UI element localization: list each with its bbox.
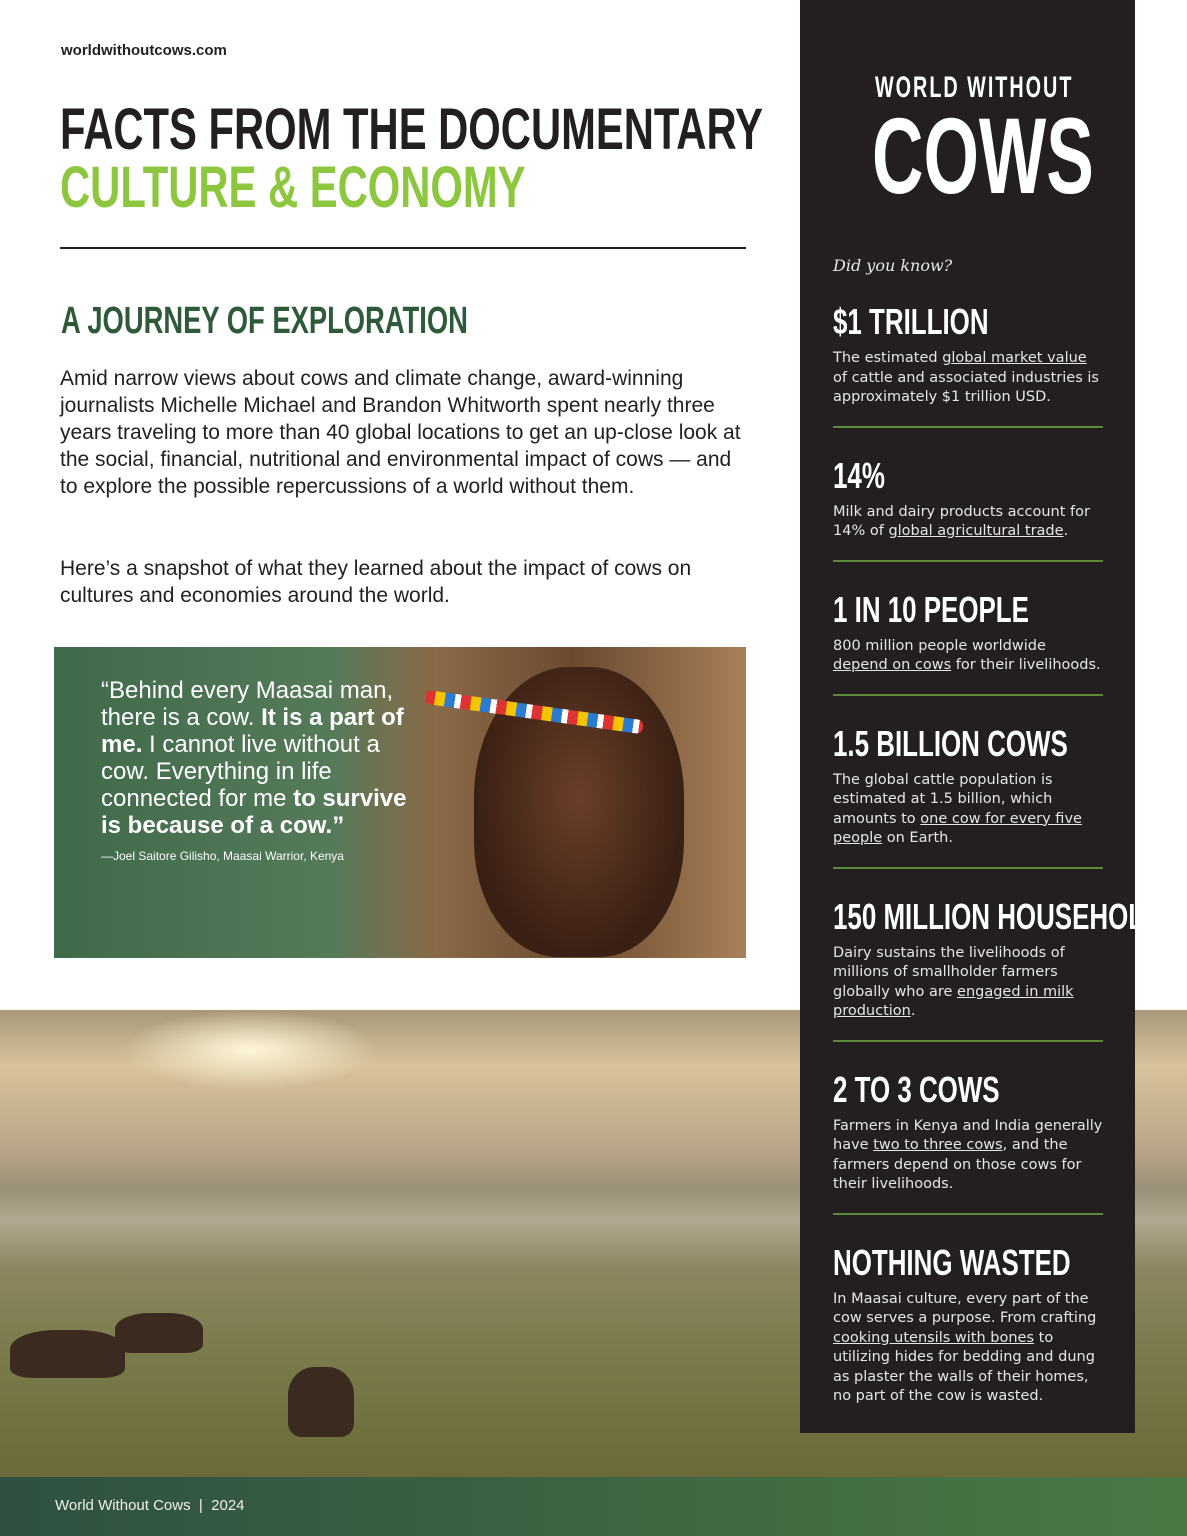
fact-text: on Earth. xyxy=(882,830,953,846)
fact-title: $1 TRILLION xyxy=(833,301,989,342)
fact-text: for their livelihoods. xyxy=(951,657,1101,673)
fact-body xyxy=(833,349,1103,408)
fact-item xyxy=(833,722,1103,869)
fact-text: Farmers in Kenya and India generally have xyxy=(833,1117,1103,1153)
fact-text: Milk and dairy products account for 14% of xyxy=(833,503,1090,539)
page-title: FACTS FROM THE DOCUMENTARY xyxy=(60,97,763,162)
fact-text: The estimated xyxy=(833,350,943,366)
facts-list xyxy=(833,300,1181,1451)
fact-text: Dairy sustains the livelihoods of millions of smallholder farmers globally who are xyxy=(833,944,1065,1000)
page-subtitle: CULTURE & ECONOMY xyxy=(60,155,526,220)
fact-item xyxy=(833,300,1103,428)
snapshot-paragraph: Here’s a snapshot of what they learned about the impact of cows on cultures and economies around the world. xyxy=(60,557,692,607)
source-link[interactable]: one cow for every five people xyxy=(833,810,1082,846)
quote-attribution: —Joel Saitore Gilisho, Maasai Warrior, Kenya xyxy=(101,849,344,863)
fact-item xyxy=(833,454,1103,562)
intro-paragraph: Amid narrow views about cows and climate change, award-winning journalists Michelle Michael and Brandon Whitworth spent nearly three years traveling to more than 40 global locations to get an up-close look at the social, financial, nutritional and environmental impact of cows — and to explore the possible repercussions of a world without them. xyxy=(60,367,741,498)
did-you-know-sidebar xyxy=(800,0,1181,1433)
footer xyxy=(0,1477,1187,1536)
fact-body xyxy=(833,771,1103,849)
fact-title: 2 TO 3 COWS xyxy=(833,1068,1000,1110)
divider xyxy=(60,247,746,249)
fact-body xyxy=(833,637,1103,676)
fact-text: The global cattle population is estimated at 1.5 billion, which amounts to xyxy=(833,771,1053,827)
logo-main: COWS xyxy=(872,95,1094,216)
logo xyxy=(872,70,1187,216)
fact-title: 150 MILLION HOUSEHOLDS xyxy=(833,895,1181,937)
fact-item xyxy=(833,1241,1103,1425)
fact-text: In Maasai culture, every part of the cow serves a purpose. From crafting xyxy=(833,1290,1097,1326)
fact-item xyxy=(833,588,1103,696)
fact-body xyxy=(833,1290,1103,1407)
fact-text: to utilizing hides for bedding and dung as plaster the walls of their homes, no part of the cow is wasted. xyxy=(833,1329,1095,1404)
fact-text: of cattle and associated industries is approximately $1 trillion USD. xyxy=(833,369,1099,405)
source-link[interactable]: depend on cows xyxy=(833,657,952,673)
source-link[interactable]: two to three cows xyxy=(873,1137,1003,1153)
fact-body xyxy=(833,1117,1103,1195)
quote-segment: I cannot live without a cow. Everything in life connected for me xyxy=(101,731,380,812)
cow-silhouette xyxy=(288,1367,354,1437)
fact-title: 1.5 BILLION COWS xyxy=(833,722,1068,764)
logo-top: WORLD WITHOUT xyxy=(875,71,1074,104)
fact-item xyxy=(833,895,1181,1042)
fact-title: 1 IN 10 PEOPLE xyxy=(833,588,1029,630)
quote-segment: “Behind every Maasai man, there is a cow. xyxy=(101,677,394,731)
fact-body xyxy=(833,503,1103,542)
fact-body xyxy=(833,944,1103,1022)
fact-text: , and the farmers depend on those cows for their livelihoods. xyxy=(833,1137,1082,1192)
cow-silhouette xyxy=(115,1313,203,1353)
footer-text: World Without Cows | 2024 xyxy=(55,1497,245,1514)
section-heading: A JOURNEY OF EXPLORATION xyxy=(61,300,468,342)
source-link[interactable]: global market value xyxy=(942,350,1087,366)
did-you-know-label: Did you know? xyxy=(833,256,953,275)
cow-silhouette xyxy=(10,1330,125,1378)
fact-text: . xyxy=(910,1003,916,1019)
quote-emphasis: to survive is because of a cow.” xyxy=(101,785,407,839)
fact-text: . xyxy=(1063,523,1069,539)
quote-text xyxy=(101,677,421,839)
fact-title: NOTHING WASTED xyxy=(833,1241,1071,1283)
site-url-link[interactable]: worldwithoutcows.com xyxy=(61,42,227,59)
fact-text: 800 million people worldwide xyxy=(833,637,1046,654)
source-link[interactable]: global agricultural trade xyxy=(888,523,1064,539)
fact-item xyxy=(833,1068,1103,1215)
fact-title: 14% xyxy=(833,454,885,496)
quote-block xyxy=(101,677,421,864)
quote-emphasis: It is a part of me. xyxy=(101,704,404,758)
source-link[interactable]: cooking utensils with bones xyxy=(833,1329,1035,1346)
source-link[interactable]: engaged in milk production xyxy=(833,983,1074,1019)
sun-glow xyxy=(120,1010,380,1090)
maasai-warrior-photo xyxy=(54,647,746,958)
